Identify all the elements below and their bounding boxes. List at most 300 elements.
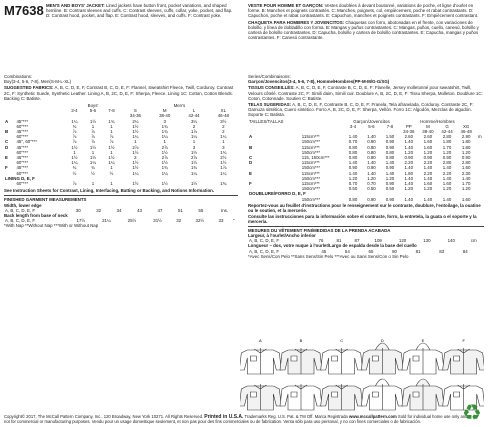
telas-sugeridas: TELAS SUGERIDAS: A, B, C, D, E, F, Contraste B, C, D, E, F: Franela, Tela afranelada, Corduroy. Contraste 2C, F: Gamuza sintética, Cuero sintético. Forro A, B, 2C, D, E, F: Sherpa, Vellón. Forro 1C: Algodón, Mezclas de algodón. Soporte C: Batista. xyxy=(248,102,474,118)
yardage-value: 1.40 xyxy=(442,165,452,171)
yardage-value: 1¾ xyxy=(108,118,115,124)
yardage-value: 1¼ xyxy=(220,134,227,140)
yardage-value: 1 xyxy=(91,149,95,155)
yardage-value: 2.90 xyxy=(461,134,471,140)
yardage-value: 1.40 xyxy=(404,181,414,187)
view-label: D xyxy=(5,144,9,150)
fabric-width: 45"*** xyxy=(16,155,29,161)
size-label: PP xyxy=(405,123,412,129)
fabric-width: 150cm*** xyxy=(301,175,321,181)
view-letter: C xyxy=(340,338,344,343)
yardage-table-metric xyxy=(248,119,484,202)
size-label: 3-4 xyxy=(349,123,357,129)
yardage-value: 2.20 xyxy=(404,160,414,166)
fabric-width: 45"*** xyxy=(16,144,29,150)
measure-value: 47 xyxy=(157,207,163,213)
yardage-value: 1.80 xyxy=(461,139,471,145)
yardage-value: 1¼ xyxy=(108,160,115,166)
measure-value: 130 xyxy=(423,238,431,244)
garment-drawings xyxy=(240,338,484,416)
measure-value: 32 xyxy=(176,218,182,224)
yardage-value: 2.80 xyxy=(442,134,452,140)
yardage-value: 0.90 xyxy=(367,139,376,145)
yardage-value: 3¼ xyxy=(190,118,198,124)
yardage-value: 1½ xyxy=(132,181,139,187)
yardage-value: 0.50 xyxy=(367,186,376,192)
size-label: 5-6 xyxy=(89,108,97,114)
view-letter: A xyxy=(258,338,262,343)
yardage-value: 1½ xyxy=(190,181,198,187)
view-label: E xyxy=(5,155,8,161)
yardage-value: 1.20 xyxy=(423,186,433,192)
yardage-value: 0.50 xyxy=(385,186,395,192)
measure-value: 140 xyxy=(447,238,455,244)
yardage-value: 0.80 xyxy=(385,155,395,161)
group-boys: Boys' xyxy=(87,103,99,109)
yardage-value: ¾ xyxy=(91,165,95,171)
yardage-table-imperial xyxy=(4,103,238,186)
yardage-value: 2 xyxy=(222,123,225,129)
yardage-value: 2.20 xyxy=(423,170,433,176)
yardage-value: 1 xyxy=(73,149,76,155)
yardage-value: 2⅞ xyxy=(161,144,168,150)
size-measure: 34-36 xyxy=(129,113,141,119)
yardage-value: 1.60 xyxy=(423,181,433,187)
yardage-value: 1.40 xyxy=(404,144,414,150)
english-title: MEN'S AND BOYS' JACKET: xyxy=(46,3,105,8)
yardage-value: 0.90 xyxy=(442,155,452,161)
yardage-value: ½ xyxy=(109,170,114,176)
view-label: A, B, C, D, E, F xyxy=(249,248,280,254)
footer: Copyright© 2017, The McCall Pattern Company, Inc., 120 Broadway, New York 10271. All Rights Reserved. Printed in U.S.A. Trademarks Reg. U.S. Pat. & TM Off. Marca Registrada www.mccallpattern.com Sold for individual home use only and not for commercial or manufacturing purposes. Vendu pour un usage domestique seulement, et non pas pour des fins commerciales ou de fabrication. Venta sólo para uso personal, y no con fines comerciales o de fabricación. xyxy=(4,414,468,424)
yardage-value: ⅞ xyxy=(72,139,77,145)
english-description xyxy=(46,3,236,19)
yardage-value: 1½ xyxy=(161,160,168,166)
yardage-value: 1.80 xyxy=(442,139,452,145)
mesures-title: MESURES DU VÊTEMENT FINI/MEDIDAS DE LA PRENDA ACABADA xyxy=(248,227,391,233)
yardage-value: 2.80 xyxy=(442,160,452,166)
measure-value: 30 xyxy=(75,207,81,213)
yardage-value: 1.80 xyxy=(461,144,471,150)
group-mens: Men's xyxy=(173,103,186,109)
yardage-value: 1.60 xyxy=(423,144,433,150)
measure-value: 80 xyxy=(392,248,397,254)
measure-value: 31½ xyxy=(153,218,162,224)
yardage-value: 1.70 xyxy=(442,144,452,150)
size-label: XL xyxy=(220,108,227,114)
jacket-back-view xyxy=(280,384,322,410)
view-letter: E xyxy=(421,338,425,343)
yardage-value: 1.60 xyxy=(461,165,471,171)
fabric-width: 150cm*** xyxy=(301,165,321,171)
yardage-value: 1¼ xyxy=(190,170,198,176)
yardage-value: 1½ xyxy=(89,155,97,161)
size-label: M xyxy=(162,108,167,114)
yardage-value: m xyxy=(478,134,482,140)
table-row xyxy=(248,197,484,202)
measure-value: 33 xyxy=(218,218,224,224)
yardage-value: 1⅞ xyxy=(220,165,227,171)
yardage-value: 1½ xyxy=(108,144,115,150)
yardage-value: ⅞ xyxy=(91,129,95,135)
measure-value: 51 xyxy=(177,207,183,213)
yardage-value: 1¼ xyxy=(161,170,168,176)
yardage-value: 2.60 xyxy=(423,134,433,140)
yardage-value: 2¼ xyxy=(132,118,139,124)
yardage-value: 1.20 xyxy=(461,186,471,192)
yardage-value: 1.40 xyxy=(404,196,414,202)
width-title: Width, lower edge xyxy=(4,202,42,208)
view-label xyxy=(248,197,301,202)
yardage-value: 1¾ xyxy=(161,123,168,129)
yardage-value: 1.20 xyxy=(367,175,376,181)
yardage-value: 1¼ xyxy=(71,118,78,124)
yardage-value: 1.60 xyxy=(423,139,433,145)
yardage-value: 1.40 xyxy=(442,175,452,181)
yardage-value: 1.20 xyxy=(404,186,414,192)
yardage-value: 1½ xyxy=(220,160,227,166)
nap-note-fr-es: *Avec Sens/Con Pelo **Sans Sens/Sin Pelo ***Avec ou Sans Sens/Con o Sin Pelo xyxy=(248,253,409,259)
size-measure: 38-40 xyxy=(422,129,434,135)
yardage-value: 1.70 xyxy=(461,181,471,187)
jacket-front-view xyxy=(361,343,403,374)
view-letter: F xyxy=(462,338,465,343)
size-label: G xyxy=(445,123,449,129)
measure-value: 43 xyxy=(137,207,142,213)
measure-value: 54 xyxy=(344,248,350,254)
fabric-width: 115, 150cm*** xyxy=(301,155,330,161)
group-boys: Garçon/Jovencitos xyxy=(353,118,390,124)
yardage-value: 1¾ xyxy=(220,149,227,155)
yardage-value: 0.80 xyxy=(367,144,376,150)
yardage-value: 1 xyxy=(110,129,113,135)
yardage-value: 1½ xyxy=(190,149,198,155)
yardage-value: 1 xyxy=(222,139,225,145)
fabric-width: 115cm*** xyxy=(301,134,320,140)
size-label: S xyxy=(133,108,137,114)
size-label: 3-4 xyxy=(71,108,78,114)
yardage-value: 2.80 xyxy=(461,160,471,166)
yardage-value: 3 xyxy=(192,144,196,150)
series: Series/Combinaisons: Garçon/Jovencitos(3-4, 5-6, 7-8), Homme/Hombres(PP-M-M/G-G/XG) xyxy=(248,74,390,85)
view-label: C xyxy=(249,155,253,161)
size-header-label: TAILLES/TALLAS xyxy=(249,118,284,124)
yardage-value: ⅞ xyxy=(72,134,77,140)
measure-value: 32 xyxy=(96,207,102,213)
yardage-value: ⅞ xyxy=(109,139,114,145)
yardage-value: 1.20 xyxy=(404,149,414,155)
measure-value: 65 xyxy=(368,248,374,254)
nap-note: *With Nap **Without Nap ***With or Without Nap xyxy=(4,223,99,229)
yardage-value: 2 xyxy=(134,155,137,161)
table-row xyxy=(4,181,238,186)
fabric-width: 115cm*** xyxy=(301,144,320,150)
yardage-value: 1.20 xyxy=(348,175,358,181)
yardage-value: 1½ xyxy=(132,165,139,171)
measure-value: " xyxy=(232,218,235,224)
yardage-value: 1.40 xyxy=(367,170,376,176)
consulte: Consulte las instrucciones para la información sobre el contraste, forro, la entretela, la guata o el soporte y la mercería. xyxy=(248,214,477,225)
yardage-value: 1 xyxy=(110,165,113,171)
yardage-value: 1⅞ xyxy=(190,129,198,135)
measure-value: 84 xyxy=(462,248,468,254)
fabric-width: 115cm*** xyxy=(301,160,320,166)
yardage-value: 2 xyxy=(192,123,196,129)
yardage-value: 1.40 xyxy=(385,170,395,176)
view-label: B xyxy=(249,144,253,150)
yardage-value: 1.20 xyxy=(461,149,471,155)
yardage-value: 1 xyxy=(134,139,137,145)
yardage-value: 1.40 xyxy=(348,134,358,140)
yardage-value: 1.40 xyxy=(348,170,358,176)
yardage-value: 0.70 xyxy=(348,139,358,145)
measure-value: 120 xyxy=(398,238,407,244)
fabric-width: 60"*** xyxy=(16,181,29,187)
measure-value: 55 xyxy=(198,207,204,213)
view-label: F xyxy=(5,165,8,171)
yardage-value: 1.20 xyxy=(442,149,452,155)
measure-value: 87 xyxy=(354,238,360,244)
measure-value: Ins. xyxy=(220,207,229,213)
fabric-width: 45"*** xyxy=(16,129,29,135)
yardage-value: 1 xyxy=(91,123,95,129)
yardage-value: 1½ xyxy=(132,160,139,166)
french-desc: Vestes doublées à devant boutonné, variations de poche, et ligne d'ourlet en forme. B: Manches et poignets contrastés. C: Manches, poignets, col, empiècement, poche et rabat contrastants. D: Capuchon, poche et rabat contrastants. E: Capuchon, manches et poignets contrastants. F: Empiècement contrastant. xyxy=(248,3,479,19)
yardage-value: 0.70 xyxy=(367,181,376,187)
yardage-value: 1¾ xyxy=(190,165,198,171)
french-spanish-description xyxy=(248,3,484,41)
fabric-width: 150cm*** xyxy=(301,149,321,155)
right-column xyxy=(248,74,484,259)
yardage-value: 0.90 xyxy=(404,155,414,161)
fabric-width: 115cm*** xyxy=(301,181,320,187)
yardage-value: 1.20 xyxy=(423,149,433,155)
yardage-value: 1.40 xyxy=(367,134,376,140)
yardage-value: 0.70 xyxy=(348,181,358,187)
yardage-value: 1½ xyxy=(71,155,78,161)
yardage-value: 0.90 xyxy=(385,144,395,150)
fabric-width: 45", 60"*** xyxy=(16,139,37,145)
yardage-value: 1½ xyxy=(71,144,78,150)
yardage-value: 0.80 xyxy=(385,149,395,155)
yardage-value: 1¾ xyxy=(161,129,168,135)
yardage-value: 1½ xyxy=(89,144,97,150)
fabric-width: 150cm*** xyxy=(301,196,321,202)
yardage-value: 1.40 xyxy=(423,175,433,181)
jacket-front-view xyxy=(240,348,281,374)
yardage-value: 3 xyxy=(163,118,166,124)
yardage-value: 3 xyxy=(222,144,225,150)
yardage-value: 0.90 xyxy=(461,155,471,161)
yardage-value: 1 xyxy=(163,139,166,145)
longueur-title: Longueur – dos, votre nuque à l'ourlet/Largo de espalda desde la base del cuello xyxy=(248,243,417,249)
measure-value: 109 xyxy=(374,238,382,244)
yardage-value: 0.80 xyxy=(348,196,358,202)
yardage-value: 1¾ xyxy=(220,181,227,187)
jacket-back-view xyxy=(361,379,403,410)
fabric-width: 150cm*** xyxy=(301,186,321,192)
yardage-value: 0.90 xyxy=(385,139,395,145)
tissus-conseilles: TISSUS CONSEILLÉS: A, B, C, D, E, F, Contraste B, C, D, E, F: Flanelle, Jersey molletonné pour sweatshirt, Twill, Velours côtelé. Contraste 2C, F: Simili daim, Simili cuir. Doublure A, B, 2C, D, E, F: Tissu Sherpa, Molleton. Doublure 1C: Coton, Cotonnade. Soutien C: Batiste. xyxy=(248,85,483,101)
yardage-value: 1.40 xyxy=(423,196,433,202)
size-measure: 46-48 xyxy=(460,129,472,135)
view-label: E xyxy=(249,170,252,176)
spanish-desc: Chaquetas con forro, abotonadas en el frente, con variaciones de bolsillo, y línea de dobladillo con forma. B: Mangas y puños contrastantes. C: Mangas, puños, cuello, canesú, bolsillo y cartera de bolsillo contrastantes. D: Capucha, bolsillo y cartera de bolsillo contrastantes. E: Capucha, mangas y puños contrastantes. F: Canesú contrastante. xyxy=(248,19,479,41)
view-letter: B xyxy=(299,338,303,343)
yardage-value: 1.40 xyxy=(423,165,433,171)
fabric-width: 45"*** xyxy=(16,165,29,171)
yardage-value: 2⅞ xyxy=(161,155,168,161)
yardage-value: 1½ xyxy=(132,129,139,135)
measure-value: 34 xyxy=(116,207,122,213)
yardage-value xyxy=(476,197,484,202)
yardage-value: 0.90 xyxy=(385,196,395,202)
lining-title: LINING D, E, F xyxy=(5,175,35,181)
lining-title: DOUBLURE/FORRO D, E, F xyxy=(249,191,306,197)
yardage-value: 1.40 xyxy=(404,175,414,181)
yardage-value: 1¾ xyxy=(161,165,168,171)
size-label: M xyxy=(426,123,430,129)
fabric-width: 60"*** xyxy=(16,123,29,129)
size-label: XG xyxy=(462,123,470,129)
recycle-icon: ♻ xyxy=(462,400,482,425)
yardage-value: 2½ xyxy=(220,155,227,161)
yardage-value: 0.80 xyxy=(348,144,358,150)
yardage-value: 1.20 xyxy=(442,186,452,192)
yardage-value: 1 xyxy=(110,149,113,155)
yardage-value: 2 xyxy=(222,129,225,135)
size-label: 7-8 xyxy=(108,108,115,114)
yardage-value: 1 xyxy=(192,139,196,145)
spanish-title: CHAQUETA PARA HOMBRES Y JOVENCITOS: xyxy=(248,19,345,25)
see-instructions: See Instruction Sheets for Contrast, Lining, Interfacing, Batting or Backing, and Notions Information. xyxy=(4,188,215,194)
measure-value: 81 xyxy=(336,238,342,244)
yardage-value: 0.90 xyxy=(367,165,376,171)
jacket-front-view xyxy=(280,348,322,374)
yardage-value: 1¼ xyxy=(71,160,78,166)
jacket-back-view xyxy=(240,384,281,410)
yardage-value: ⅞ xyxy=(91,134,95,140)
back-length-title: Back length from base of neck xyxy=(4,213,68,219)
yardage-value: 0.50 xyxy=(348,186,358,192)
yardage-value: 0.90 xyxy=(348,165,358,171)
size-measure: 42-44 xyxy=(188,113,200,119)
view-label: A, B, C, D, E, F xyxy=(5,207,36,213)
measure-value: 81 xyxy=(415,248,421,254)
fabric-width: 60"*** xyxy=(16,160,29,166)
yardage-value: ⅞ xyxy=(109,134,114,140)
fabric-width: 45"*** xyxy=(16,118,29,124)
yardage-value: 2.20 xyxy=(423,160,433,166)
yardage-value: 1.40 xyxy=(442,196,452,202)
group-mens: Homme/Hombres xyxy=(420,118,455,124)
size-label: L xyxy=(192,108,196,114)
measure-value: 83 xyxy=(439,248,445,254)
fabric-width: 115cm*** xyxy=(301,170,320,176)
measure-value: 25½ xyxy=(127,218,137,224)
yardage-value: 0.80 xyxy=(367,149,376,155)
yardage-value: ¾ xyxy=(72,123,77,129)
yardage-value: 2.30 xyxy=(461,170,471,176)
measure-value: 32½ xyxy=(195,218,205,224)
yardage-value: 1.20 xyxy=(385,175,395,181)
view-label: C xyxy=(5,139,9,145)
yardage-value: ⅞ xyxy=(72,129,77,135)
size-measure: 42-44 xyxy=(441,129,453,135)
yardage-value: 1¼ xyxy=(132,170,139,176)
view-label: A xyxy=(249,134,253,140)
size-measure: 46-48 xyxy=(217,113,229,119)
view-label: F xyxy=(249,181,252,187)
yardage-value: 1½ xyxy=(132,123,139,129)
jacket-front-view xyxy=(443,348,484,374)
yardage-value: 1½ xyxy=(161,149,168,155)
yardage-value: 1 xyxy=(110,181,113,187)
measure-value: 17½ xyxy=(76,218,86,224)
reportez: Reportez-vous au feuillet d'instructions pour le renseignement sur le contraste, doublure, l'entoilage, la ouatine ou le soutien, et la mercerie. xyxy=(248,202,481,214)
view-label: A, B, C, D, E, F xyxy=(5,218,36,224)
fabric-width: 150cm*** xyxy=(301,139,321,145)
yardage-value: ⅞ xyxy=(91,139,95,145)
yardage-value: ½ xyxy=(72,170,77,176)
size-measure: 34-36 xyxy=(403,129,415,135)
french-title: VESTE POUR HOMME ET GARÇON: xyxy=(248,3,324,8)
measure-value: cm xyxy=(470,238,477,244)
yardage-value: ½ xyxy=(91,170,95,176)
size-label: 7-8 xyxy=(386,123,394,129)
largeur-title: Largeur, à l'ourlet/Ancho inferior xyxy=(248,232,316,238)
yardage-value: 1 xyxy=(110,123,113,129)
yardage-value: 1¼ xyxy=(161,134,168,140)
yardage-value: 2⅞ xyxy=(190,155,198,161)
view-label: A xyxy=(5,118,9,124)
yardage-value: 0.80 xyxy=(367,155,376,161)
yardage-value: 3½ xyxy=(220,118,227,124)
yardage-value: 1¼ xyxy=(220,170,227,176)
yardage-value: 1½ xyxy=(161,181,168,187)
yardage-value: 0.80 xyxy=(348,149,358,155)
yardage-value: 1¼ xyxy=(89,160,97,166)
english-desc: Lined jackets have button front, pocket variations, and shaped hemline. B: Contrast sleeves and cuffs. C: Contrast sleeves, cuffs, collar, yoke, pocket, and flap. D: Contrast hood, pocket, and flap. E: Contrast hood, sleeves, and cuffs. F: Contrast yoke. xyxy=(46,3,233,19)
yardage-value: 0.90 xyxy=(385,165,395,171)
yardage-value: 1.40 xyxy=(385,160,395,166)
fabric-width: 60"*** xyxy=(16,134,29,140)
jacket-front-view xyxy=(321,348,363,374)
yardage-value: 1.40 xyxy=(367,160,376,166)
yardage-value: 1.40 xyxy=(348,160,358,166)
yardage-value: 1½ xyxy=(89,118,97,124)
yardage-value: 1.50 xyxy=(385,134,395,140)
yardage-value: 0.90 xyxy=(367,196,376,202)
measure-value: 21¼ xyxy=(102,218,111,224)
yardage-value: 1.60 xyxy=(442,181,452,187)
view-label: A, B, C, D, E, F xyxy=(249,238,280,244)
yardage-value: 1.80 xyxy=(404,170,414,176)
fabric-width: 60"*** xyxy=(16,170,29,176)
view-label: D xyxy=(249,160,253,166)
yardage-value: 0.80 xyxy=(348,155,358,161)
yardage-value: ¾ xyxy=(72,165,77,171)
pattern-number: M7638 xyxy=(4,3,44,18)
view-letter: D xyxy=(380,338,384,343)
yardage-value: ⅞ xyxy=(72,181,77,187)
jacket-back-view xyxy=(321,384,363,410)
measure-value: 45 xyxy=(321,248,327,254)
finished-title: FINISHED GARMENT MEASUREMENTS xyxy=(4,197,87,203)
jacket-line-drawings xyxy=(240,338,484,416)
yardage-value: 2.20 xyxy=(442,170,452,176)
view-label xyxy=(4,181,15,186)
